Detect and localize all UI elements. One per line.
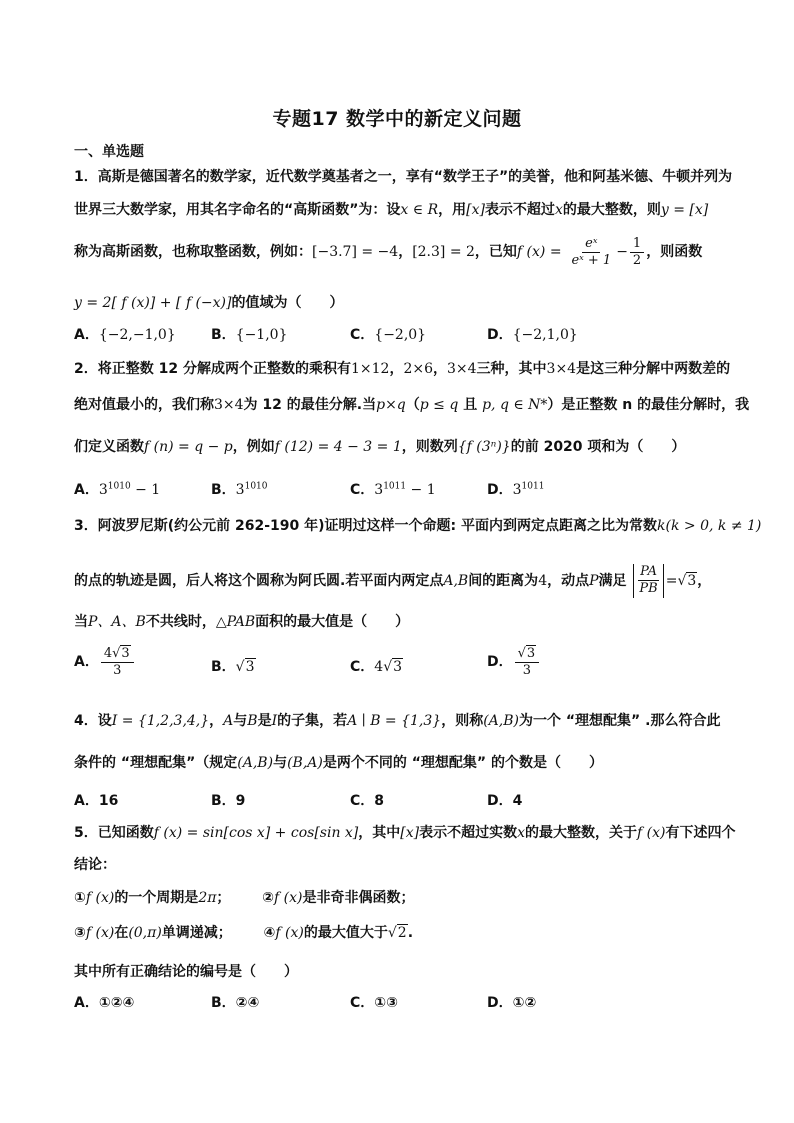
text: 的点的轨迹是圆，后人将这个圆称为阿氏圆.若平面内两定点: [74, 572, 444, 589]
option-label: D．: [487, 793, 513, 809]
abs-num: PA: [638, 564, 659, 581]
q4-option-b[interactable]: [211, 790, 245, 810]
option-value: ②④: [235, 995, 260, 1011]
text: 在: [114, 925, 129, 941]
q1-line2: [74, 199, 726, 219]
statement-number: ①: [74, 890, 86, 906]
math: (A,B): [237, 755, 274, 771]
frac-num: 1: [630, 236, 644, 253]
q5-line1: [74, 822, 736, 842]
option-label: A．: [74, 654, 99, 671]
option-label: B．: [211, 659, 236, 675]
text: 为一个 “理想配集” .那么符合此: [518, 713, 721, 729]
text: 的最大值大于: [303, 925, 388, 941]
q3-option-b[interactable]: [211, 656, 256, 676]
q2-option-d[interactable]: [487, 479, 544, 499]
option-label: B．: [211, 482, 236, 498]
sqrt: √2: [387, 925, 407, 941]
option-value: 16: [98, 793, 119, 809]
math: A: [223, 713, 234, 729]
text: ）是正整数 n 的最佳分解时，我: [547, 397, 750, 413]
math: 1×12: [350, 361, 390, 377]
q2-line1: [74, 358, 731, 378]
text: ，则函数: [646, 244, 703, 261]
option-value: ①②: [512, 995, 537, 1011]
math: P、A、B: [88, 614, 146, 630]
section-heading: 一、单选题: [74, 144, 144, 160]
option-value: {−2,0}: [374, 327, 427, 343]
option-label: D．: [487, 995, 513, 1011]
math: [2.3] = 2: [412, 244, 475, 261]
q5-option-d[interactable]: [487, 992, 536, 1012]
text: 满足: [598, 572, 627, 589]
math: [x]: [466, 202, 485, 218]
text: 绝对值最小的，我们称: [74, 397, 214, 413]
sqrt: √3: [235, 659, 255, 675]
math: 2×6: [403, 361, 433, 377]
text: 表示不超过实数: [419, 825, 518, 841]
text: 的最大整数，则: [562, 202, 661, 218]
q3-line1: [74, 515, 762, 535]
math: k(k > 0, k ≠ 1): [657, 518, 762, 534]
option-label: B．: [211, 793, 236, 809]
q1-option-b[interactable]: [211, 324, 287, 344]
text: 表示不超过: [484, 202, 555, 218]
text: 们定义函数: [74, 439, 144, 455]
q3-line2: [74, 564, 726, 598]
math: −: [616, 244, 628, 261]
exponent: 1010: [107, 481, 131, 492]
base: 3: [98, 482, 108, 498]
q4-line1: [74, 710, 726, 730]
text: 的一个周期是: [114, 890, 199, 906]
math: 3×4: [214, 397, 244, 413]
text: ，例如: [232, 439, 275, 455]
math: {f (3ⁿ)}: [457, 439, 511, 455]
math: x: [554, 202, 563, 218]
option-value: ①③: [374, 995, 398, 1011]
option-label: D．: [487, 654, 513, 671]
text: ，其中: [358, 825, 401, 841]
math: x: [517, 825, 526, 841]
math: I = {1,2,3,4,}: [111, 713, 210, 729]
math: p, q ∈ N*: [482, 397, 548, 413]
math: 4: [538, 572, 548, 589]
text: ，: [697, 572, 712, 589]
exponent: 1011: [521, 481, 545, 492]
math: y = [x]: [660, 202, 709, 218]
text: ，则数列: [401, 439, 458, 455]
q5-statements-1-2: [74, 887, 726, 907]
q5-statements-3-4: [74, 922, 726, 942]
option-label: B．: [211, 327, 236, 343]
math: (A,B): [483, 713, 519, 729]
math: f (x) = sin[cos x] + cos[sin x]: [153, 825, 359, 841]
math: f (n) = q − p: [144, 439, 233, 455]
tail: − 1: [130, 482, 161, 498]
math: 3×4: [446, 361, 477, 377]
q3-option-a[interactable]: [74, 646, 136, 678]
q3-line3: [74, 611, 726, 631]
math: f (x): [85, 925, 115, 941]
text: 当: [74, 614, 88, 630]
option-label: A．: [74, 327, 99, 343]
text: 3．阿波罗尼斯(约公元前 262-190 年)证明过这样一个命题: 平面内到两定点距离之比为常数: [74, 518, 658, 534]
q5-line2: 结论：: [74, 857, 116, 873]
option-label: C．: [350, 482, 375, 498]
fraction: $\frac{4√3}{3}$: [101, 646, 134, 678]
page-title: 专题17 数学中的新定义问题: [272, 108, 522, 130]
q3-option-d[interactable]: [487, 646, 541, 678]
text: 5．已知函数: [74, 825, 154, 841]
text: .: [407, 925, 414, 941]
math: f (x): [637, 825, 666, 841]
q2-option-a[interactable]: [74, 479, 160, 499]
text: 三种，其中: [476, 361, 547, 377]
q2-option-b[interactable]: [211, 479, 268, 499]
frac-den: eˣ + 1: [571, 252, 612, 268]
q4-option-d[interactable]: [487, 790, 522, 810]
math: P: [589, 572, 599, 589]
q1-line3: [74, 236, 726, 268]
text: ，: [209, 713, 224, 729]
text: 与: [233, 713, 248, 729]
q3-option-c[interactable]: [350, 656, 403, 676]
option-label: C．: [350, 995, 375, 1011]
math: (B,A): [287, 755, 323, 771]
radicand: 2: [397, 925, 407, 941]
option-value: 9: [235, 793, 246, 809]
option-value: ①②④: [98, 995, 135, 1011]
math: A,B: [443, 572, 469, 589]
sqrt: √3: [383, 659, 403, 675]
q1-option-a[interactable]: [74, 324, 176, 344]
option-label: D．: [487, 482, 513, 498]
text: 是: [257, 713, 272, 729]
text: 间的距离为: [468, 572, 539, 589]
q2-option-c[interactable]: [350, 479, 436, 499]
option-value: 8: [374, 793, 385, 809]
statement-number: ④: [263, 925, 276, 941]
q1-option-d[interactable]: [487, 324, 578, 344]
text: ；: [216, 890, 231, 906]
frac-den: 2: [632, 252, 642, 268]
math: f (x): [275, 925, 304, 941]
text: 的值域为（ ）: [231, 295, 344, 311]
base: 3: [512, 482, 522, 498]
radicand: 3: [687, 572, 697, 589]
q2-line3: [74, 436, 726, 456]
option-value: {−1,0}: [235, 327, 288, 343]
fraction: $\frac{√3}{3}$: [515, 646, 540, 678]
exponent: 1011: [383, 481, 407, 492]
text: 与: [273, 755, 288, 771]
option-label: C．: [350, 659, 375, 675]
q5-option-b[interactable]: [211, 992, 259, 1012]
statement-number: ③: [74, 925, 86, 941]
math: B: [247, 713, 258, 729]
text: ，: [398, 244, 413, 261]
text: 4．设: [74, 713, 112, 729]
exponent: 1010: [244, 481, 268, 492]
q5-line5: 其中所有正确结论的编号是（ ）: [74, 964, 298, 980]
math: (0,π): [128, 925, 162, 941]
radicand: 3: [121, 646, 130, 661]
fraction: [630, 236, 644, 268]
option-value: {−2,−1,0}: [98, 327, 176, 343]
q4-line2: [74, 752, 726, 772]
math: I: [271, 713, 278, 729]
text: 的子集，若: [277, 713, 348, 729]
frac-den: 3: [522, 662, 532, 678]
abs-den: PB: [639, 581, 658, 597]
base: 3: [235, 482, 245, 498]
option-value: {−2,1,0}: [512, 327, 578, 343]
text: 称为高斯函数，也称取整函数，例如：: [74, 244, 312, 261]
fraction: [568, 236, 614, 268]
base: 3: [374, 482, 384, 498]
text: ，: [389, 361, 404, 377]
q1-line1: 1．高斯是德国著名的数学家，近代数学奠基者之一，享有“数学王子”的美誉，他和阿基米德、牛顿并列为: [74, 169, 733, 185]
math: f (x) =: [516, 244, 562, 261]
text: 条件的 “理想配集”（规定: [74, 755, 238, 771]
math: △PAB: [215, 614, 256, 630]
math: [x]: [400, 825, 420, 841]
option-label: B．: [211, 995, 236, 1011]
math: f (12) = 4 − 3 = 1: [274, 439, 402, 455]
q1-option-c[interactable]: [350, 324, 426, 344]
math: y = 2[ f (x)] + [ f (−x)]: [74, 295, 232, 311]
math: [−3.7] = −4: [312, 244, 399, 261]
math: =: [665, 572, 678, 589]
math: A ∣ B = {1,3}: [347, 713, 442, 729]
math: 3×4: [546, 361, 577, 377]
q5-option-a[interactable]: [74, 992, 134, 1012]
statement-number: ②: [262, 890, 275, 906]
math: p×q: [376, 397, 406, 413]
q5-option-c[interactable]: [350, 992, 398, 1012]
text: 且: [458, 397, 483, 413]
coef: 4: [103, 646, 113, 661]
math: p ≤ q: [419, 397, 459, 413]
tail: − 1: [406, 482, 436, 498]
radicand: 3: [393, 659, 403, 675]
text: 有下述四个: [665, 825, 736, 841]
q4-option-c[interactable]: [350, 790, 384, 810]
option-label: A．: [74, 793, 99, 809]
text: 的最大整数，关于: [525, 825, 638, 841]
text: 单调递减；: [161, 925, 232, 941]
text: （: [405, 397, 420, 413]
frac-den: 3: [113, 662, 122, 678]
text: 为 12 的最佳分解.当: [243, 397, 377, 413]
text: 世界三大数学家，用其名字命名的“高斯函数”为：设: [74, 202, 401, 218]
option-label: D．: [487, 327, 513, 343]
text: ，: [432, 361, 447, 377]
q2-line2: [74, 394, 750, 414]
option-value: 4: [512, 793, 523, 809]
q4-option-a[interactable]: [74, 790, 118, 810]
math: x ∈ R: [400, 202, 439, 218]
text: 是两个不同的 “理想配集” 的个数是（ ）: [322, 755, 603, 771]
text: 不共线时，: [145, 614, 216, 630]
text: 面积的最大值是（ ）: [255, 614, 410, 630]
option-label: A．: [74, 482, 99, 498]
radicand: 3: [526, 646, 536, 661]
sqrt: √3: [677, 572, 697, 589]
radicand: 3: [245, 659, 255, 675]
math: 2π: [198, 890, 217, 906]
text: 2．将正整数 12 分解成两个正整数的乘积有: [74, 361, 351, 377]
frac-num: eˣ: [582, 236, 600, 253]
text: ，动点: [547, 572, 590, 589]
option-label: A．: [74, 995, 99, 1011]
text: ，用: [438, 202, 467, 218]
text: 的前 2020 项和为（ ）: [510, 439, 686, 455]
option-label: C．: [350, 793, 375, 809]
text: 是非奇非偶函数；: [302, 890, 415, 906]
math: f (x): [274, 890, 303, 906]
text: 是这三种分解中两数差的: [576, 361, 731, 377]
math: f (x): [85, 890, 115, 906]
q1-line4: [74, 292, 726, 312]
text: ，则称: [441, 713, 484, 729]
ratio-abs: [633, 564, 663, 598]
coef: 4: [374, 659, 384, 675]
option-label: C．: [350, 327, 375, 343]
text: ，已知: [474, 244, 517, 261]
